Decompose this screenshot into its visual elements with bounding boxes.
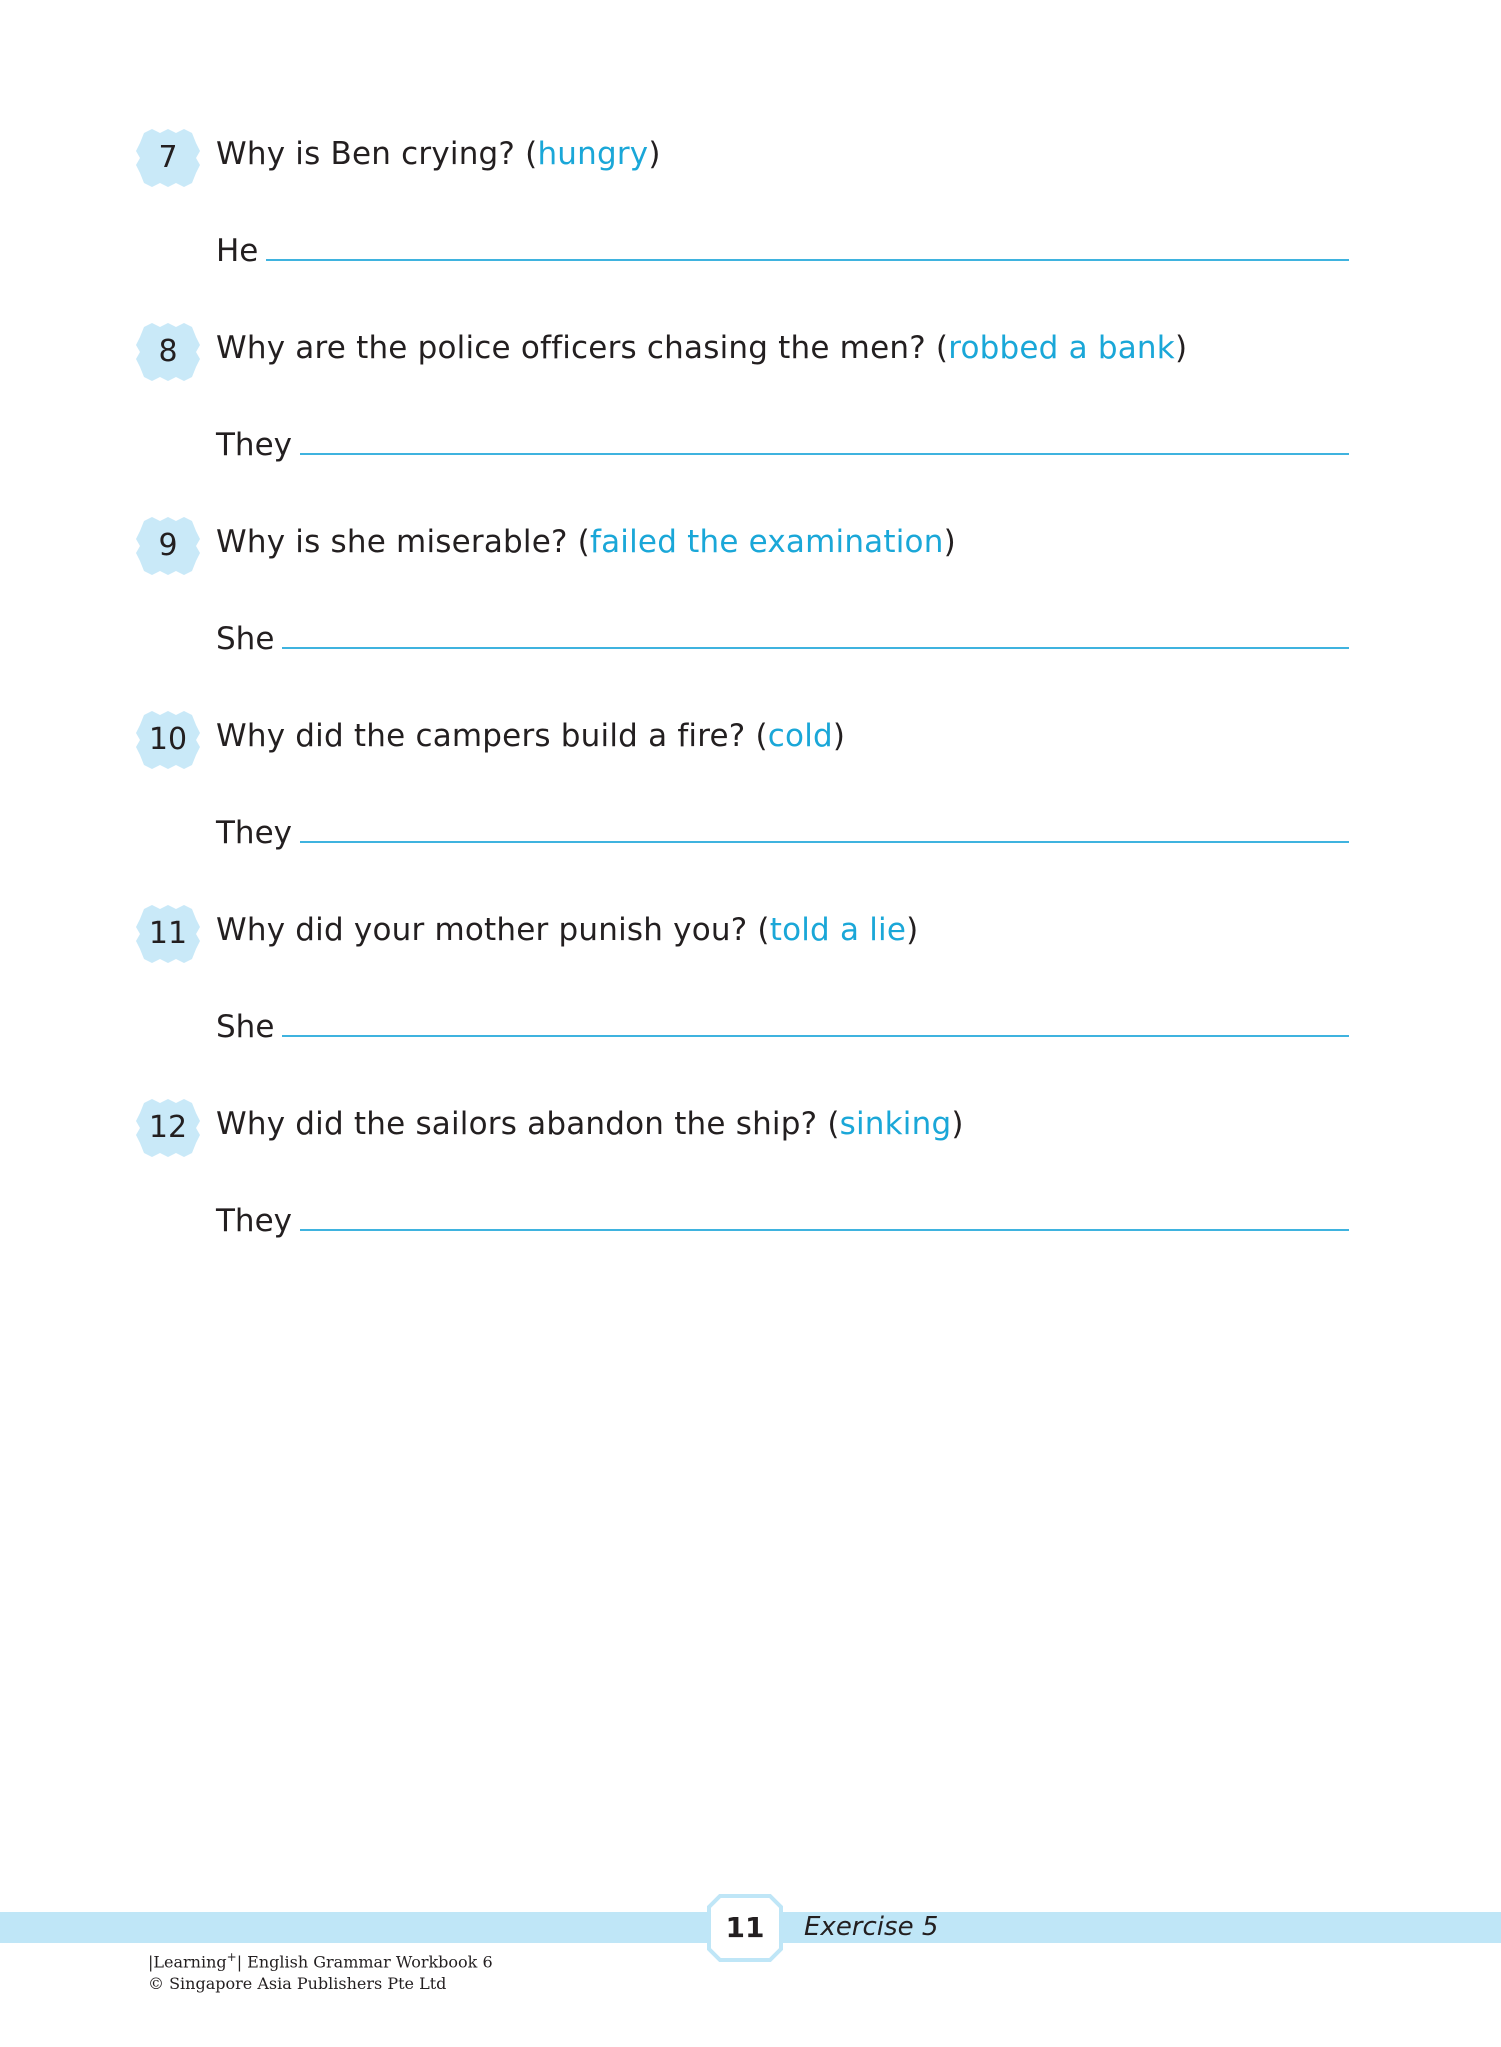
answer-subject: She	[216, 1009, 275, 1045]
answer-row	[216, 607, 1349, 657]
question-7	[136, 129, 1350, 299]
answer-line[interactable]	[266, 259, 1349, 261]
question-text: Why is she miserable? (failed the examination)	[216, 524, 956, 560]
answer-row	[216, 995, 1349, 1045]
question-number: 10	[148, 722, 188, 757]
answer-subject: They	[216, 815, 293, 851]
question-number-badge	[136, 1099, 200, 1157]
question-number-badge	[136, 323, 200, 381]
exercise-label: Exercise 5	[804, 1912, 939, 1942]
question-number: 11	[148, 916, 188, 951]
answer-line[interactable]	[300, 453, 1349, 455]
question-number: 7	[158, 140, 178, 175]
question-number-badge	[136, 517, 200, 575]
question-text: Why are the police officers chasing the men? (robbed a bank)	[216, 330, 1188, 366]
question-number-badge	[136, 129, 200, 187]
question-text: Why did the campers build a fire? (cold)	[216, 718, 846, 754]
answer-row	[216, 413, 1349, 463]
answer-subject: He	[216, 233, 259, 269]
answer-subject: They	[216, 1203, 293, 1239]
page-number-badge	[706, 1893, 784, 1963]
answer-row	[216, 801, 1349, 851]
question-8	[136, 323, 1350, 493]
question-12	[136, 1099, 1350, 1269]
hint-word: sinking	[839, 1106, 952, 1142]
question-text: Why did your mother punish you? (told a lie)	[216, 912, 919, 948]
question-number-badge	[136, 711, 200, 769]
hint-word: told a lie	[769, 912, 907, 948]
question-number: 12	[148, 1110, 188, 1145]
answer-line[interactable]	[282, 1035, 1349, 1037]
answer-line[interactable]	[282, 647, 1349, 649]
answer-line[interactable]	[300, 1229, 1349, 1231]
question-text: Why is Ben crying? (hungry)	[216, 136, 661, 172]
book-title: |Learning+| English Grammar Workbook 6	[148, 1950, 493, 1972]
hint-word: robbed a bank	[948, 330, 1175, 366]
answer-line[interactable]	[300, 841, 1349, 843]
hint-word: hungry	[537, 136, 649, 172]
question-number-badge	[136, 905, 200, 963]
question-text: Why did the sailors abandon the ship? (sinking)	[216, 1106, 964, 1142]
copyright-text: © Singapore Asia Publishers Pte Ltd	[148, 1974, 447, 1993]
question-11	[136, 905, 1350, 1075]
question-9	[136, 517, 1350, 687]
question-number: 8	[158, 334, 178, 369]
hint-word: failed the examination	[589, 524, 944, 560]
hint-word: cold	[767, 718, 833, 754]
answer-subject: She	[216, 621, 275, 657]
question-10	[136, 711, 1350, 881]
answer-subject: They	[216, 427, 293, 463]
answer-row	[216, 219, 1349, 269]
page-number: 11	[725, 1911, 765, 1944]
question-number: 9	[158, 528, 178, 563]
answer-row	[216, 1189, 1349, 1239]
